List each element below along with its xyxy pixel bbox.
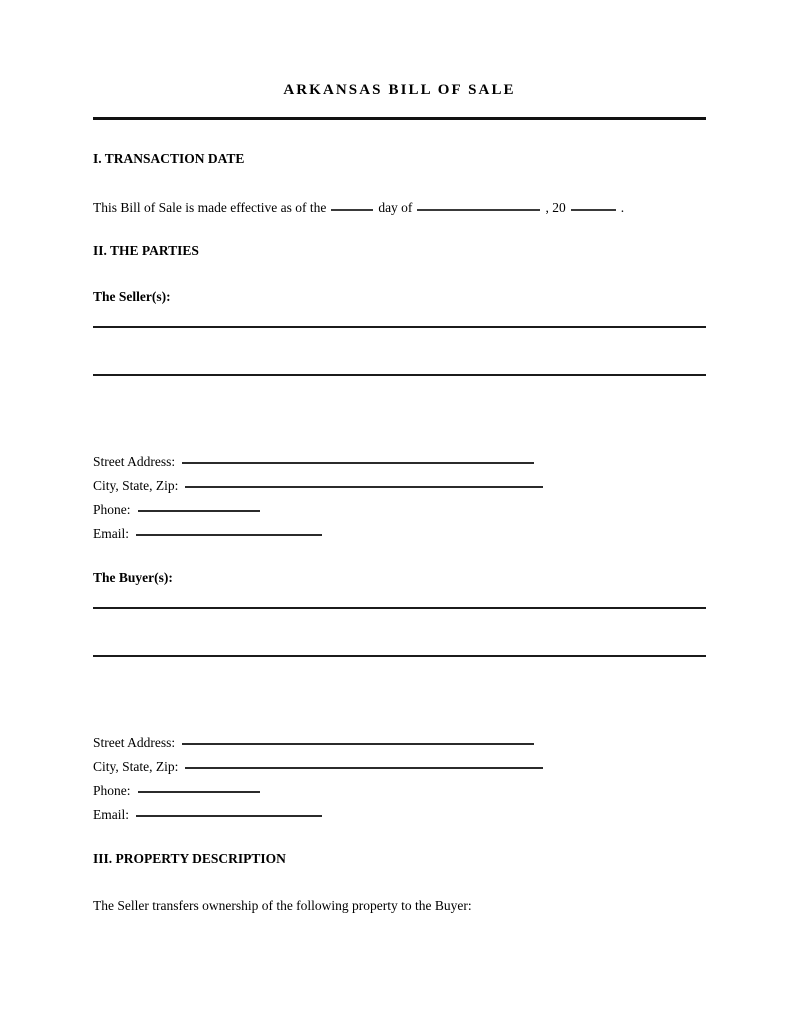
seller-name-line-1[interactable] [93,326,706,328]
buyer-heading: The Buyer(s): [93,570,173,585]
seller-heading: The Seller(s): [93,289,171,304]
property-description-body: The Seller transfers ownership of the following property to the Buyer: [93,898,472,913]
seller-name-line-2[interactable] [93,374,706,376]
seller-phone-label: Phone: [93,502,131,517]
seller-city-state-zip-input[interactable] [185,477,543,490]
seller-email-label: Email: [93,526,129,541]
effective-date-text-prefix: This Bill of Sale is made effective as of the [93,200,327,215]
title-divider [93,117,706,120]
buyer-phone-label: Phone: [93,783,131,798]
buyer-street-address-label: Street Address: [93,735,176,750]
page-title: ARKANSAS BILL OF SALE [283,82,516,98]
buyer-name-line-1[interactable] [93,607,706,609]
buyer-email-input[interactable] [136,806,322,819]
seller-phone-row [93,501,260,518]
seller-street-address-row [93,453,534,470]
section-heading-transaction-date: I. TRANSACTION DATE [93,151,245,166]
buyer-phone-input[interactable] [138,782,260,795]
seller-phone-input[interactable] [138,501,260,514]
seller-street-address-label: Street Address: [93,454,176,469]
effective-date-text-year-prefix: , 20 [545,200,566,215]
seller-city-state-zip-row [93,477,543,494]
buyer-city-state-zip-row [93,758,543,775]
buyer-phone-row [93,782,260,799]
buyer-street-address-row [93,734,534,751]
buyer-city-state-zip-input[interactable] [185,758,543,771]
effective-date-text-period: . [620,200,625,215]
seller-street-address-input[interactable] [182,453,534,466]
buyer-city-state-zip-label: City, State, Zip: [93,759,179,774]
seller-email-input[interactable] [136,525,322,538]
buyer-email-label: Email: [93,807,129,822]
seller-email-row [93,525,322,542]
day-blank-field[interactable] [331,199,373,212]
buyer-street-address-input[interactable] [182,734,534,747]
effective-date-sentence [93,199,624,216]
section-heading-property-description: III. PROPERTY DESCRIPTION [93,851,286,866]
buyer-email-row [93,806,322,823]
buyer-name-line-2[interactable] [93,655,706,657]
month-blank-field[interactable] [417,199,540,212]
year-blank-field[interactable] [571,199,616,212]
section-heading-parties: II. THE PARTIES [93,243,199,258]
seller-city-state-zip-label: City, State, Zip: [93,478,179,493]
effective-date-text-day-of: day of [378,200,413,215]
